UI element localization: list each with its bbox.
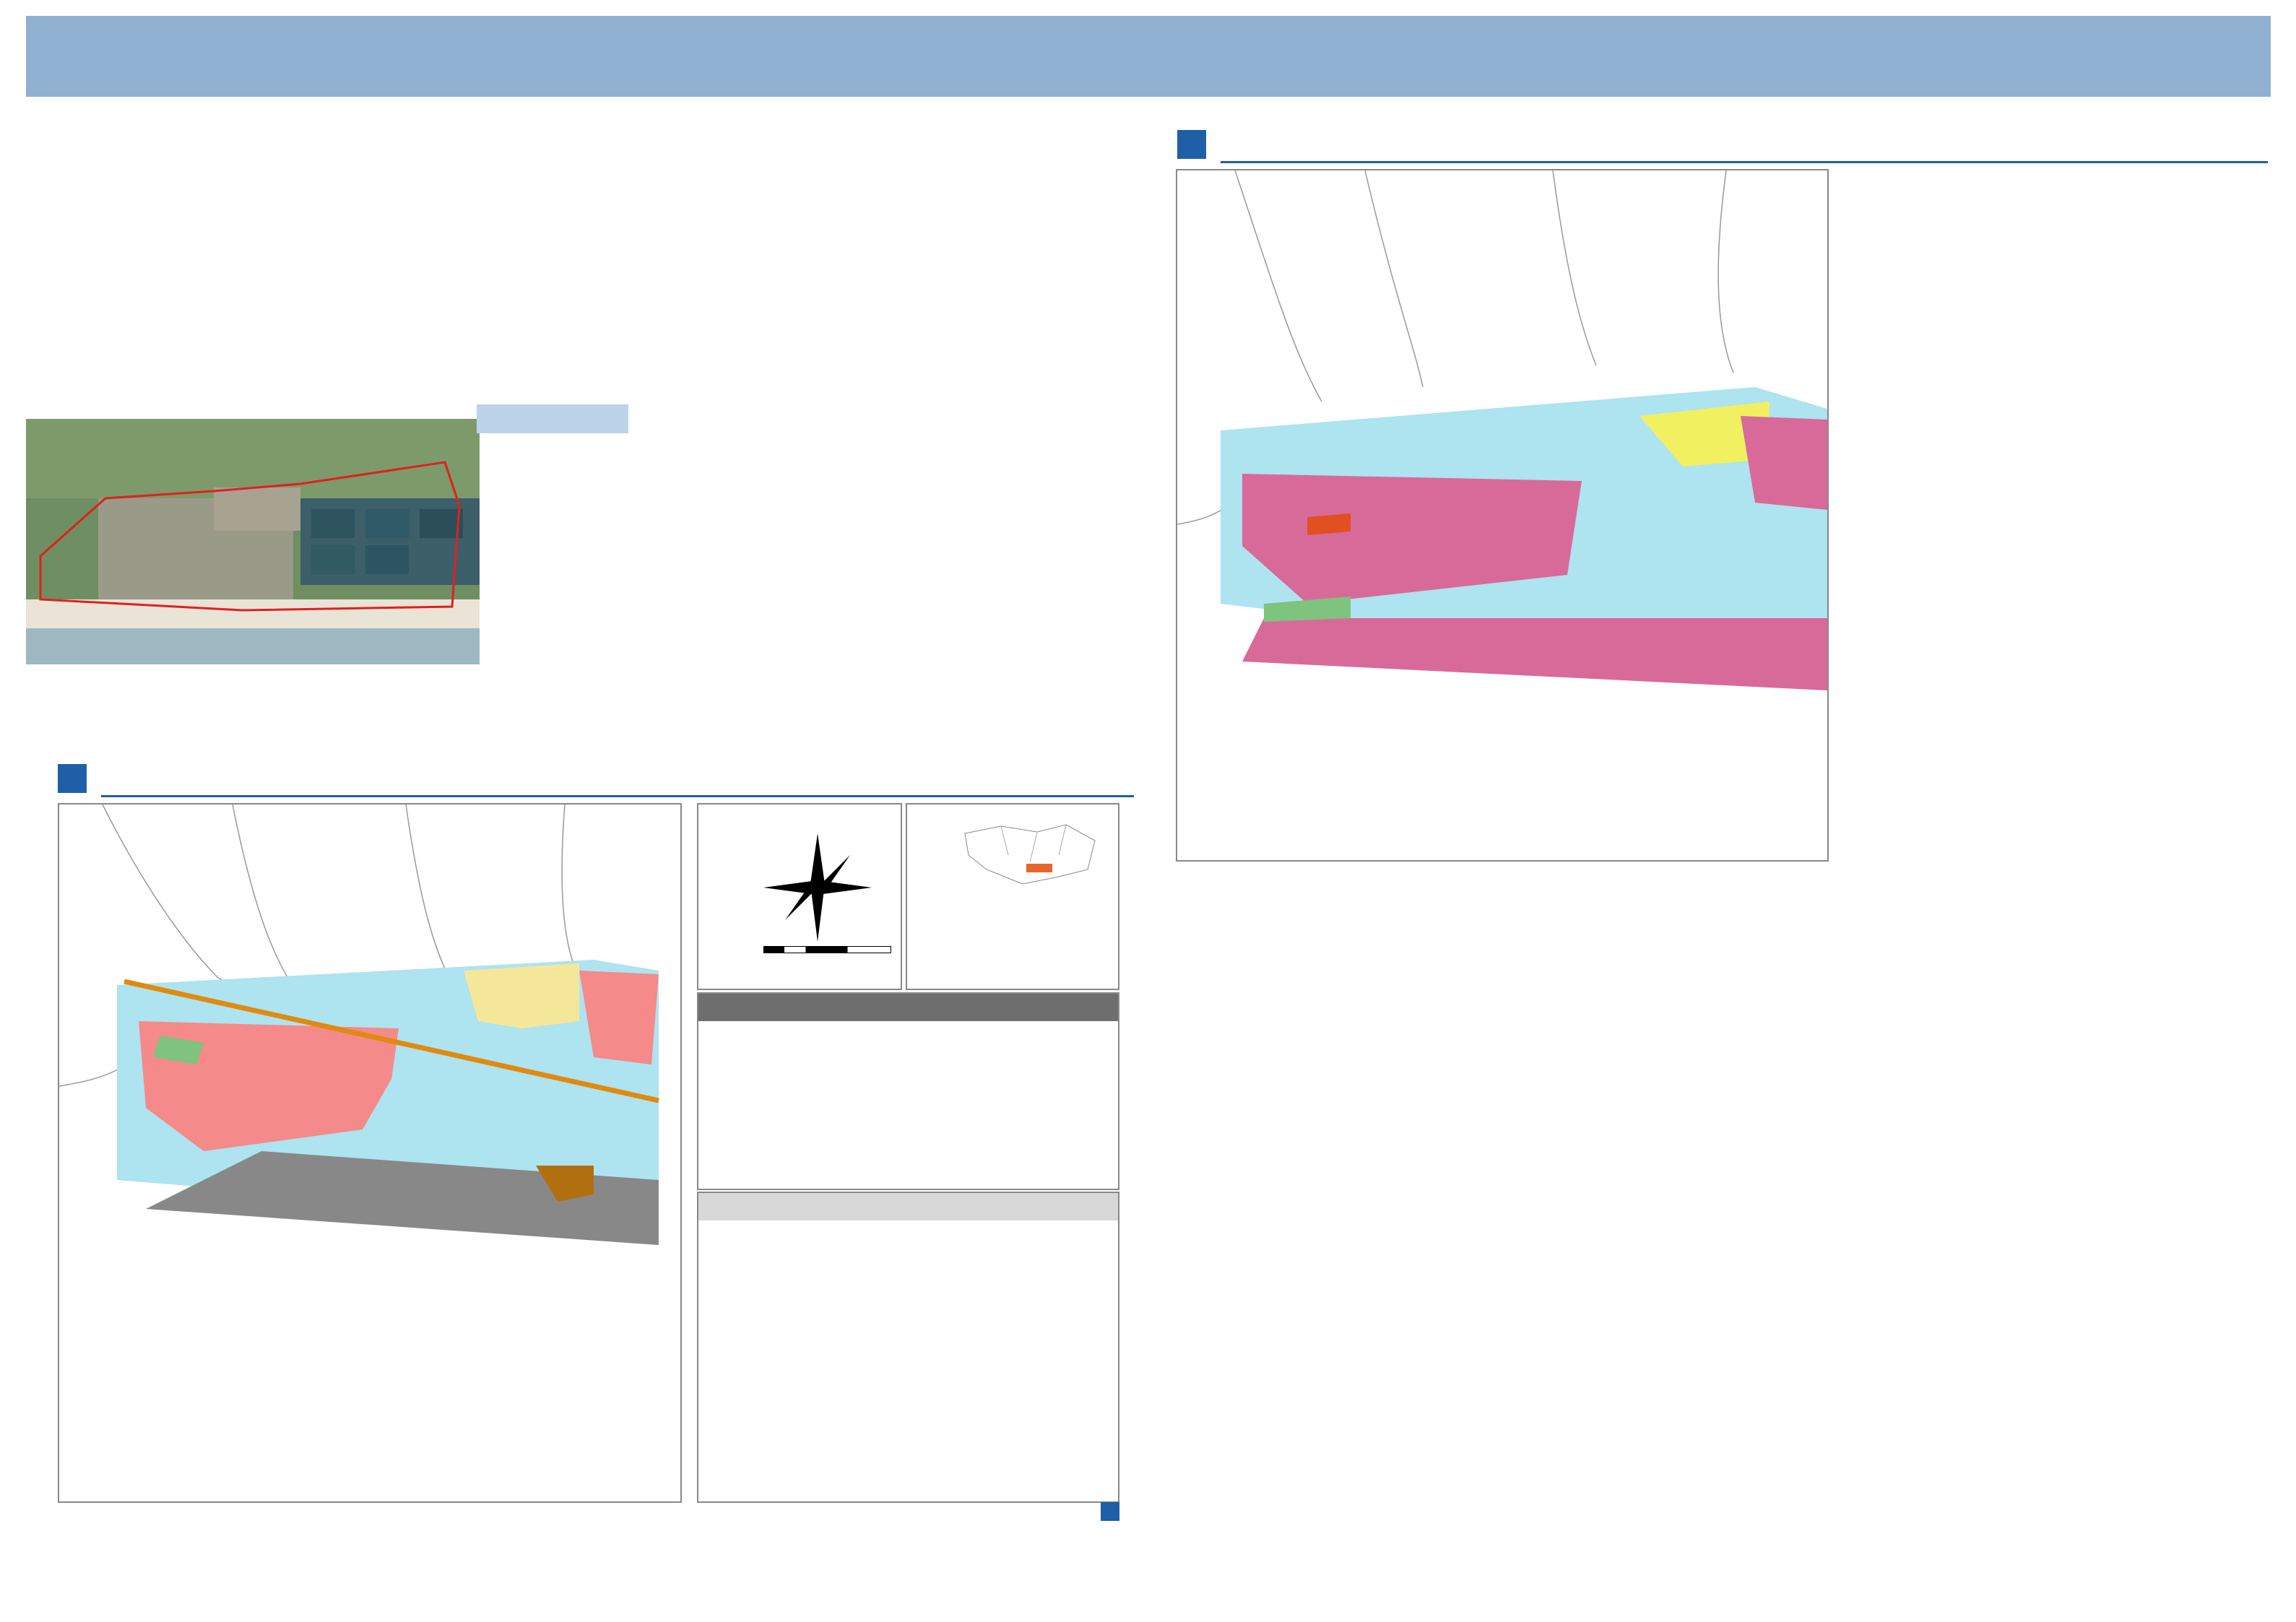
plan-map-panel	[1176, 169, 1829, 862]
current-map-panel	[58, 803, 682, 1503]
signer-square	[1101, 1502, 1119, 1521]
current-map-header	[58, 758, 1134, 797]
legend-grid	[698, 1021, 1118, 1027]
current-map	[59, 805, 680, 1501]
table-title-bar	[698, 1193, 1118, 1220]
current-signer	[878, 1502, 888, 1522]
plan-map	[1177, 170, 1827, 860]
title-banner	[26, 16, 2271, 97]
plan-map-header	[1177, 124, 2268, 163]
location-map	[958, 819, 1102, 898]
header-underline	[1221, 161, 2268, 163]
wind-rose-icon	[756, 833, 879, 942]
summary-title	[477, 404, 628, 433]
legend-title	[698, 994, 1118, 1021]
current-compass-box	[697, 803, 902, 990]
aerial-photo	[26, 419, 480, 664]
scale-bar	[763, 946, 891, 953]
header-square	[58, 764, 87, 793]
aerial-photo-graphic	[26, 419, 480, 664]
current-table-box	[697, 1192, 1119, 1503]
header-square	[1177, 130, 1206, 159]
header-underline	[101, 795, 1134, 797]
current-location-box	[906, 803, 1119, 990]
current-legend	[697, 992, 1119, 1190]
